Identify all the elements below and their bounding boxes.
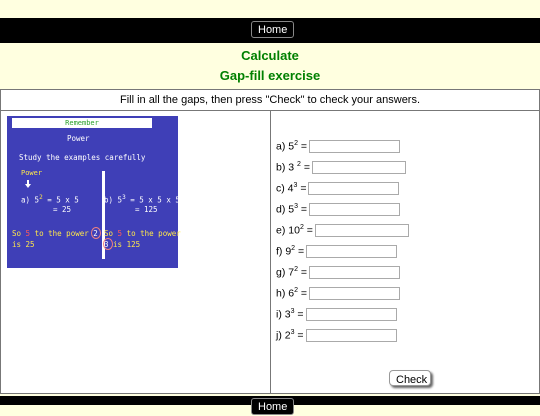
question-c <box>276 182 399 196</box>
question-f <box>276 245 397 259</box>
question-g <box>276 266 400 280</box>
example-b-result: = 125 <box>135 205 158 214</box>
question-label: a) $5^2$ = <box>276 140 308 153</box>
answer-input-j[interactable] <box>306 329 397 342</box>
home-button[interactable]: Home <box>251 398 294 415</box>
question-label: h) $6^2$ = <box>276 287 308 300</box>
answer-input-f[interactable] <box>306 245 397 258</box>
instructions-text: Fill in all the gaps, then press "Check" to check your answers. <box>1 90 539 111</box>
answer-input-e[interactable] <box>315 224 409 237</box>
page-subtitle: Gap-fill exercise <box>219 68 321 83</box>
example-b: b) $5^3 = 5$ x 5 x 5 <box>104 194 180 205</box>
remember-label: Remember <box>12 118 152 128</box>
question-b <box>276 161 406 175</box>
question-label: d) $5^3$ = <box>276 203 308 216</box>
answer-input-c[interactable] <box>308 182 399 195</box>
question-d <box>276 203 400 217</box>
questions-column <box>271 111 539 393</box>
question-label: i) $3^3$ = <box>276 308 304 321</box>
bottom-navbar <box>0 396 540 413</box>
question-label: f) $9^2$ = <box>276 245 305 258</box>
exercise-container <box>0 89 540 394</box>
panel-heading: Power <box>67 134 90 143</box>
question-h <box>276 287 400 301</box>
question-label: g) $7^2$ = <box>276 266 308 279</box>
top-navbar <box>0 18 540 43</box>
check-button[interactable]: Check <box>389 370 431 386</box>
question-label: e) $10^2$ = <box>276 224 313 237</box>
example-panel <box>7 116 181 268</box>
power-label: Power <box>21 169 43 177</box>
page-title: Calculate <box>241 48 299 63</box>
answer-input-b[interactable] <box>312 161 406 174</box>
answer-input-i[interactable] <box>306 308 397 321</box>
top-band <box>0 0 540 18</box>
question-e <box>276 224 409 238</box>
example-a-result: = 25 <box>53 205 72 214</box>
answer-input-d[interactable] <box>309 203 400 216</box>
example-column <box>1 111 271 393</box>
question-a <box>276 140 400 154</box>
answer-input-a[interactable] <box>309 140 400 153</box>
question-label: j) $2^3$ = <box>276 329 304 342</box>
question-label: b) 3 $^2$ = <box>276 161 310 174</box>
question-label: c) $4^3$ = <box>276 182 307 195</box>
answer-input-h[interactable] <box>309 287 400 300</box>
question-i <box>276 308 397 322</box>
question-j <box>276 329 397 343</box>
example-a: a) $5^2 = 5$ x 5 <box>21 194 79 205</box>
note-b-line1: So 5 to the power <box>104 229 181 238</box>
note-a-line1: So 5 to the power 2 <box>12 229 98 238</box>
note-a-line2: is 25 <box>12 240 35 249</box>
arrow-down-icon <box>25 180 31 188</box>
highlight-circle <box>103 238 113 250</box>
note-b-line2: 3 is 125 <box>104 240 141 249</box>
highlight-circle <box>91 227 101 239</box>
answer-input-g[interactable] <box>309 266 400 279</box>
home-button[interactable]: Home <box>251 21 294 38</box>
panel-study-text: Study the examples carefully <box>19 153 146 162</box>
